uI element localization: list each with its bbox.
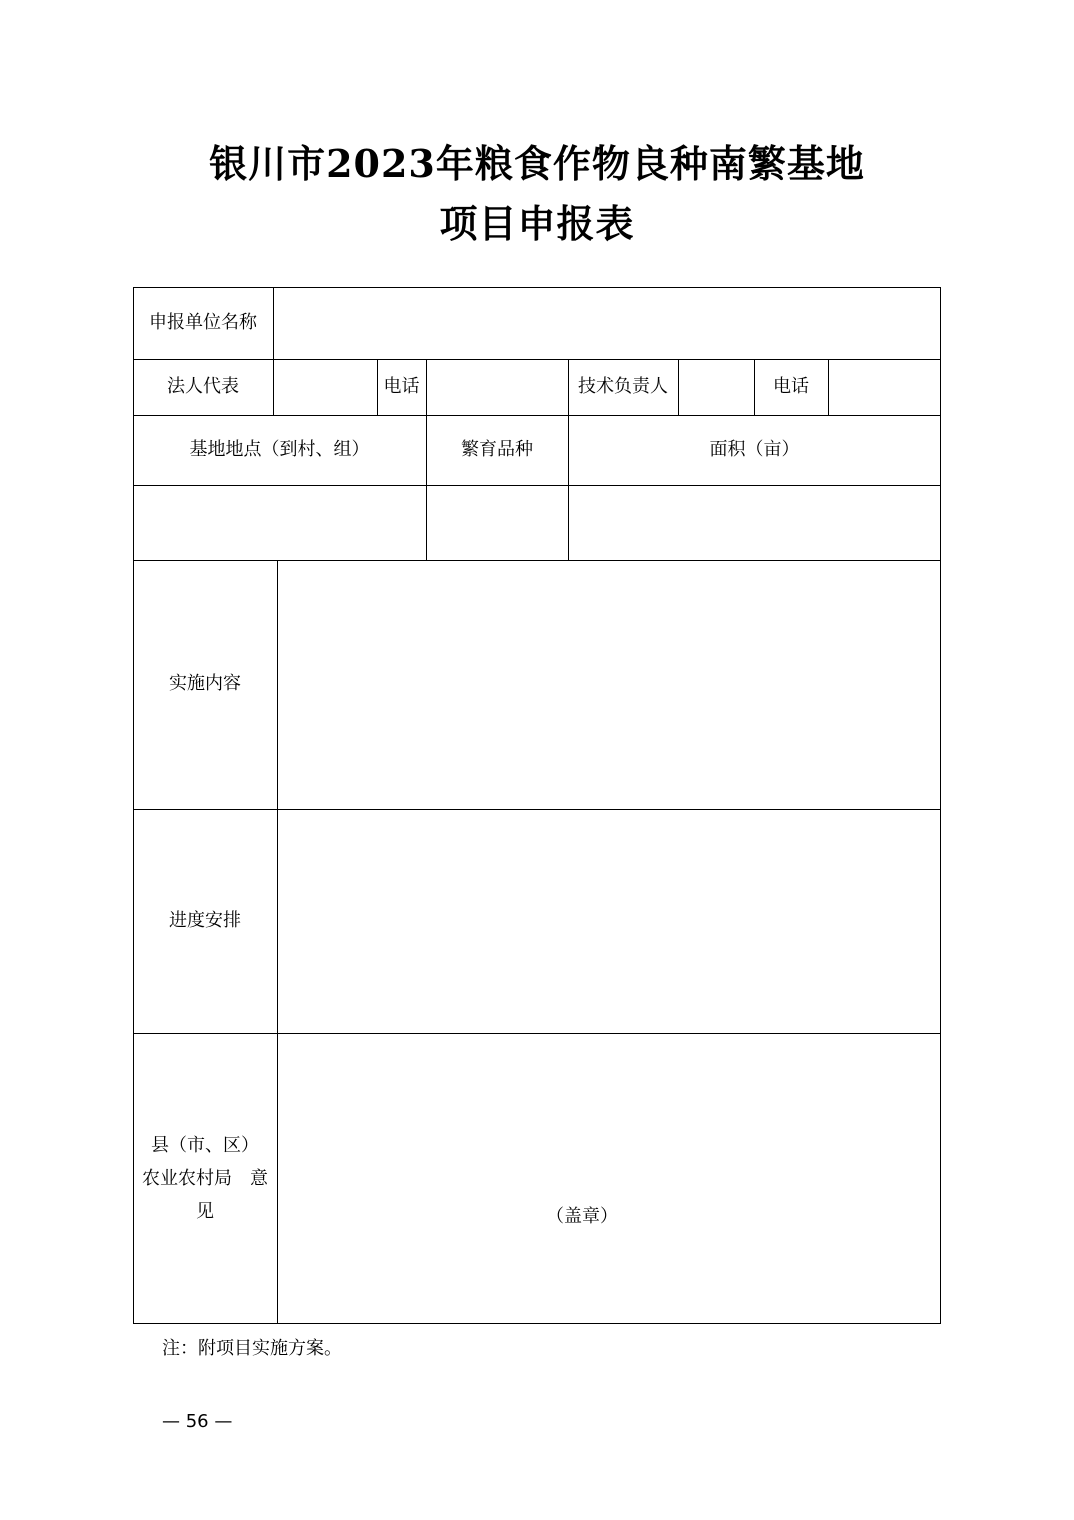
tech-lead-label: 技术负责人 bbox=[578, 375, 668, 397]
seal-text: （盖章） bbox=[546, 1206, 618, 1228]
applicant-label: 申报单位名称 bbox=[149, 311, 257, 333]
legal-rep-label: 法人代表 bbox=[167, 375, 239, 397]
content-field[interactable] bbox=[278, 561, 940, 809]
variety-label: 繁育品种 bbox=[461, 438, 533, 460]
legal-rep-field[interactable] bbox=[274, 360, 377, 415]
page-number: — 56 — bbox=[162, 1411, 233, 1432]
phone-label-1: 电话 bbox=[383, 375, 420, 397]
content-label: 实施内容 bbox=[169, 673, 241, 695]
phone-field-2[interactable] bbox=[829, 360, 940, 415]
opinion-label-line3: 见 bbox=[196, 1201, 214, 1222]
area-field[interactable] bbox=[569, 486, 940, 560]
document-title-line2: 项目申报表 bbox=[439, 201, 635, 246]
footnote: 注：附项目实施方案。 bbox=[162, 1338, 342, 1359]
opinion-label bbox=[133, 1033, 277, 1324]
opinion-label-line1: 县（市、区） bbox=[151, 1135, 259, 1156]
tech-lead-field[interactable] bbox=[679, 360, 754, 415]
document-title-line1: 银川市2023年粮食作物良种南繁基地 bbox=[209, 141, 865, 186]
location-label: 基地地点（到村、组） bbox=[189, 438, 370, 460]
phone-field-1[interactable] bbox=[427, 360, 568, 415]
opinion-field[interactable] bbox=[278, 1034, 886, 1324]
opinion-label-line2: 农业农村局 意 bbox=[142, 1168, 268, 1189]
location-field[interactable] bbox=[134, 486, 426, 560]
variety-field[interactable] bbox=[427, 486, 568, 560]
area-label: 面积（亩） bbox=[709, 438, 800, 460]
phone-label-2: 电话 bbox=[773, 375, 809, 397]
applicant-field[interactable] bbox=[274, 288, 940, 359]
schedule-label: 进度安排 bbox=[169, 909, 241, 931]
schedule-field[interactable] bbox=[278, 810, 940, 1033]
